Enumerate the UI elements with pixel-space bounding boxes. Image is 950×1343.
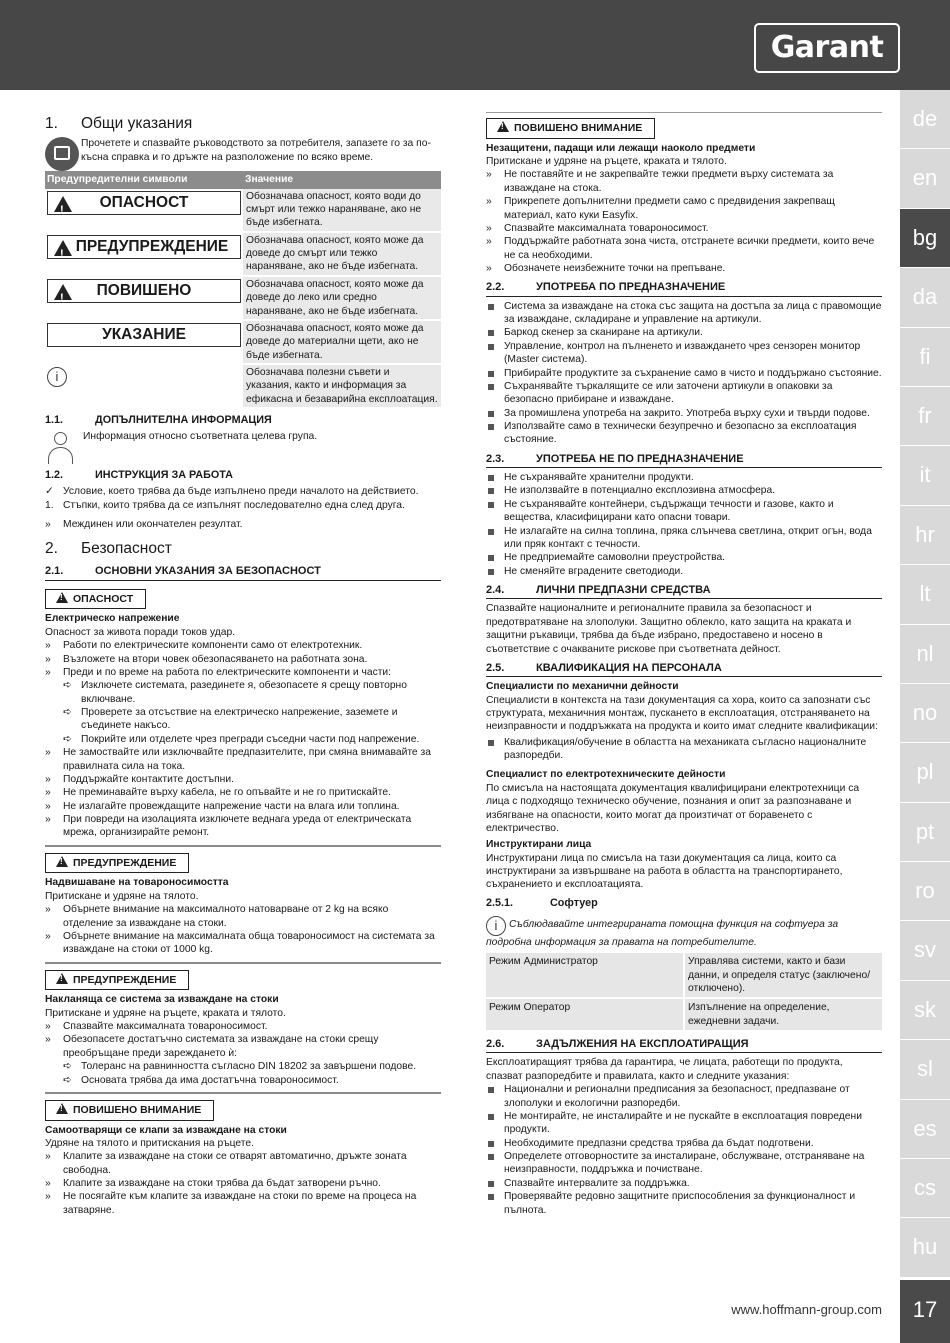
bullet-square-icon xyxy=(488,502,494,508)
bullet-square-icon xyxy=(488,475,494,481)
warning-title: Електрическо напрежение xyxy=(45,613,180,625)
list-item: ➪ Проверете за отсъствие на електрическо напрежение, заземете и съединете накъсо. xyxy=(63,707,398,732)
person-icon xyxy=(45,430,75,466)
list-item: Не предприемайте самоволни преустройства. xyxy=(486,551,882,564)
bullet-square-icon xyxy=(488,1154,494,1160)
list-item: » Спазвайте максималната товароносимост. xyxy=(486,222,709,234)
section-2-5-1-heading: 2.5.1. Софтуер xyxy=(486,896,598,909)
warning-triangle-icon xyxy=(56,973,68,984)
language-tab-sv[interactable]: sv xyxy=(900,921,950,980)
section-2-2-heading: 2.2. УПОТРЕБА ПО ПРЕДНАЗНАЧЕНИЕ xyxy=(486,280,882,296)
list-item: ➪ Изключете системата, разединете я, обезопасете я срещу повторно включване. xyxy=(63,680,407,705)
list-item: ➪ Основата трябва да има достатъчна товароносимост. xyxy=(63,1074,339,1086)
section-2-4-heading: 2.4. ЛИЧНИ ПРЕДПАЗНИ СРЕДСТВА xyxy=(486,583,882,599)
table-row xyxy=(486,998,882,1031)
language-tab-hr[interactable]: hr xyxy=(900,506,950,565)
list-item: Съхранявайте търкалящите се или заточени артикули в опаковки за безопасно прибиране и изваждане. xyxy=(486,380,882,407)
list-item: » Преди и по време на работа по електрическите компоненти и части: xyxy=(45,666,392,678)
list-item: » При повреди на изолацията изключете веднага уреда от електрическата мрежа, организирайте ремонт. xyxy=(45,814,412,839)
bullet-square-icon xyxy=(488,555,494,561)
bullet-square-icon xyxy=(488,1181,494,1187)
list-item: » Работи по електрическите компоненти само от електротехник. xyxy=(45,640,363,652)
bullet-marker-icon: » xyxy=(486,169,492,181)
warning-label: !ПРЕДУПРЕЖДЕНИЕ xyxy=(45,853,189,874)
misuse-list xyxy=(486,471,882,578)
list-item: Управление, контрол на пълненето и изваждането чрез сензорен монитор (Master система). xyxy=(486,340,882,367)
warning-triangle-icon xyxy=(54,240,72,256)
table-cell: Обозначава опасност, която води до смърт или тежко нараняване, ако не бъде избегната. xyxy=(243,189,441,232)
list-item: Не монтирайте, не инсталирайте и не пускайте в експлоатация повредени продукти. xyxy=(486,1110,882,1137)
list-item: Използвайте само в технически безупречно и безопасно за експлоатация състояние. xyxy=(486,420,882,447)
bullet-marker-icon: » xyxy=(486,222,492,234)
warning-subtitle: Притискане и удряне на ръцете, краката и тялото. xyxy=(45,1007,286,1019)
paragraph: Експлоатиращият трябва да гарантира, че лицата, работещи по продукта, спазват разпоредбите и правилата, както и следните указания: xyxy=(486,1057,843,1082)
danger-warning-block xyxy=(45,584,441,840)
table-cell: Обозначава опасност, която може да доведе до материални щети, ако не бъде избегната. xyxy=(243,320,441,364)
table-cell: Обозначава опасност, която може да доведе до смърт или тежко нараняване, ако не бъде избегната. xyxy=(243,232,441,276)
language-tab-en[interactable]: en xyxy=(900,149,950,208)
table-row xyxy=(45,189,441,232)
list-item: Необходимите предпазни средства трябва да бъдат подготвени. xyxy=(486,1137,882,1150)
section-2-6-heading: 2.6. ЗАДЪЛЖЕНИЯ НА ЕКСПЛОАТИРАЩИЯ xyxy=(486,1037,882,1053)
list-item: Спазвайте интервалите за поддръжка. xyxy=(486,1177,882,1190)
table-header: Предупредителни символи xyxy=(45,171,243,188)
bullet-square-icon xyxy=(488,1114,494,1120)
warning-list xyxy=(486,168,882,275)
additional-info-text: Информация относно съответната целева група. xyxy=(83,431,318,443)
table-cell: Обозначава полезни съвети и указания, както и информация за ефикасна и безаварийна експлоатация. xyxy=(243,364,441,408)
read-manual-icon xyxy=(45,137,79,171)
list-item: » Не замоствайте или изключвайте предпазителите, при смяна внимавайте за правилната сила на тока. xyxy=(45,747,431,772)
list-item: » Клапите за изваждане на стоки трябва да бъдат затворени ръчно. xyxy=(45,1178,381,1190)
list-item: » Обърнете внимание на максималната обща товароносимост на системата за изваждане на стоки от 1000 kg. xyxy=(45,930,435,956)
bullet-marker-icon: » xyxy=(486,263,492,275)
warning-block xyxy=(45,962,441,1087)
list-item: ✓ Условие, което трябва да бъде изпълнено преди началото на действието. xyxy=(45,486,419,498)
warning-list xyxy=(45,1020,441,1087)
list-item: За промишлена употреба на закрито. Употреба върху сухи и твърди подове. xyxy=(486,407,882,420)
list-item: » Възложете на втори човек обезопасяването на работната зона. xyxy=(45,653,368,665)
paragraph: Специалисти в контекста на тази документация са хора, които са запознати със структурата, механичния монтаж, пускането в експлоатация, отстраняването на неизправности и поддръжката на продукта и които имат следните квалификации: xyxy=(486,694,878,733)
language-tab-es[interactable]: es xyxy=(900,1100,950,1159)
table-cell: Управлява системи, както и бази данни, и определя статус (заключено/отключено). xyxy=(684,953,882,998)
language-tab-de[interactable]: de xyxy=(900,90,950,149)
operator-duties-list xyxy=(486,1083,882,1217)
info-icon: i xyxy=(486,916,506,936)
list-item: » Не излагайте провеждащите напрежение части на влага или топлина. xyxy=(45,800,400,812)
bullet-square-icon xyxy=(488,371,494,377)
list-item: » Поддържайте работната зона чиста, отстранете всички предмети, които вече не са необходими. xyxy=(486,236,875,261)
bullet-square-icon xyxy=(488,330,494,336)
language-tab-sk[interactable]: sk xyxy=(900,981,950,1040)
bullet-square-icon xyxy=(488,1087,494,1093)
bullet-square-icon xyxy=(488,424,494,430)
bullet-square-icon xyxy=(488,569,494,575)
list-item: » Клапите за изваждане на стоки се отварят автоматично, дръжте зоната свободна. xyxy=(45,1151,407,1176)
intro-block xyxy=(45,137,441,167)
warning-subtitle: Удряне на тялото и притискания на ръцете. xyxy=(45,1137,254,1149)
language-tab-it[interactable]: it xyxy=(900,446,950,505)
intended-use-list xyxy=(486,300,882,447)
table-row xyxy=(486,953,882,998)
list-item: Не излагайте на силна топлина, пряка слънчева светлина, открит огън, вода или пряк контакт с течности. xyxy=(486,525,882,552)
section-1-heading: 1. Общи указания xyxy=(45,115,193,132)
section-2-5-heading: 2.5. КВАЛИФИКАЦИЯ НА ПЕРСОНАЛА xyxy=(486,661,882,677)
language-tab-fi[interactable]: fi xyxy=(900,328,950,387)
list-item: » Спазвайте максималната товароносимост. xyxy=(45,1021,268,1033)
list-item: » Обърнете внимание на максималното натоварване от 2 kg на всяко отделение за изваждане на стоки. xyxy=(45,904,389,929)
subsection-title: Специалисти по механични дейности xyxy=(486,681,679,693)
bullet-marker-icon: » xyxy=(486,236,492,248)
page-header xyxy=(0,0,950,90)
list-item: ➪ Покрийте или отделете чрез прегради съседни части под напрежение. xyxy=(63,733,420,745)
warning-title: Надвишаване на товароносимостта xyxy=(45,877,229,889)
language-tab-ro[interactable]: ro xyxy=(900,862,950,921)
warning-title: Самоотварящи се клапи за изваждане на стоки xyxy=(45,1124,287,1136)
info-icon: i xyxy=(47,367,67,387)
list-item: » Не преминавайте върху кабела, не го опъвайте и не го притискайте. xyxy=(45,787,391,799)
table-header: Значение xyxy=(243,171,441,188)
bullet-square-icon xyxy=(488,529,494,535)
list-item: Определете отговорностите за инсталиране, обслужване, отстраняване на неизправности, поддръжка и почистване. xyxy=(486,1150,882,1177)
language-tab-bg[interactable]: bg xyxy=(900,209,950,268)
caution-label: !ПОВИШЕНО ВНИМАНИЕ xyxy=(486,118,655,139)
warning-list xyxy=(45,1150,441,1217)
list-item: ➪ Толеранс на равнинността съгласно DIN 18202 за завършени подове. xyxy=(63,1061,417,1073)
section-1-1-heading: 1.1. ДОПЪЛНИТЕЛНА ИНФОРМАЦИЯ xyxy=(45,414,272,427)
list-item: Не сменяйте вградените светодиоди. xyxy=(486,565,882,578)
bullet-square-icon xyxy=(488,344,494,350)
list-item: Система за изваждане на стока със защита на достъпа за лица с правомощие за изваждане, складиране и управление на артикули. xyxy=(486,300,882,327)
warning-triangle-icon xyxy=(54,196,72,212)
table-cell: Обозначава опасност, която може да доведе до леко или средно нараняване, ако не бъде избегната. xyxy=(243,276,441,320)
subsection-title: Специалист по електротехническите дейности xyxy=(486,769,726,781)
bullet-square-icon xyxy=(488,1141,494,1147)
list-item: » Обозначете неизбежните точки на препъване. xyxy=(486,263,726,275)
caution-label: !ПОВИШЕНО ВНИМАНИЕ xyxy=(45,1100,214,1121)
table-row xyxy=(45,364,441,408)
warning-triangle-icon xyxy=(497,121,509,132)
table-row xyxy=(45,276,441,320)
language-tab-hu[interactable]: hu xyxy=(900,1218,950,1277)
list-item: » Не посягайте към клапите за изваждане на стоки по време на процеса на затваряне. xyxy=(45,1191,417,1216)
language-tab-pt[interactable]: pt xyxy=(900,803,950,862)
language-tab-fr[interactable]: fr xyxy=(900,387,950,446)
list-item: Баркод скенер за сканиране на артикули. xyxy=(486,326,882,339)
list-item: Национални и регионални предписания за безопасност, предпазване от злополуки и екологични разпоредби. xyxy=(486,1083,882,1110)
warning-list xyxy=(45,639,441,840)
table-cell: Режим Оператор xyxy=(486,998,684,1031)
list-item: Квалификация/обучение в областта на механиката съгласно националните разпоредби. xyxy=(486,736,882,763)
warning-symbols-table xyxy=(45,171,441,409)
list-item: 1. Стъпки, които трябва да се изпълнят последователно една след друга. xyxy=(45,499,405,511)
section-2-1-heading: 2.1. ОСНОВНИ УКАЗАНИЯ ЗА БЕЗОПАСНОСТ xyxy=(45,564,441,580)
website-url[interactable]: www.hoffmann-group.com xyxy=(731,1302,882,1317)
list-item: » Обезопасете достатъчно системата за изваждане на стоки срещу преобръщане преди зареждането ѝ: xyxy=(45,1034,379,1059)
list-item: » Не поставяйте и не закрепвайте тежки предмети върху системата за изваждане на стока. xyxy=(486,169,834,194)
bullet-square-icon xyxy=(488,1194,494,1200)
section-2-heading: 2. Безопасност xyxy=(45,540,172,558)
table-row xyxy=(45,320,441,364)
warning-triangle-icon xyxy=(54,284,72,300)
caution-block xyxy=(45,1092,441,1217)
notice-signal-word: УКАЗАНИЕ xyxy=(47,323,241,347)
ppe-text: Спазвайте националните и регионалните правила за безопасност и предотвратяване на злополуки. Защитно облекло, като защита на краката и защитни ръкавици, трябва да бъде избрано, предоставено и носено в съответствие с очакваните рискове при съответната дейност. xyxy=(486,603,852,655)
bullet-square-icon xyxy=(488,384,494,390)
language-tab-no[interactable]: no xyxy=(900,684,950,743)
bullet-marker-icon: » xyxy=(486,196,492,208)
language-tab-pl[interactable]: pl xyxy=(900,743,950,802)
warning-subtitle: Притискане и удряне на ръцете, краката и тялото. xyxy=(486,156,727,168)
warning-triangle-icon xyxy=(56,856,68,867)
warning-triangle-icon xyxy=(56,1103,68,1114)
bullet-square-icon xyxy=(488,304,494,310)
language-tab-nl[interactable]: nl xyxy=(900,625,950,684)
bullet-square-icon xyxy=(488,411,494,417)
language-tab-sl[interactable]: sl xyxy=(900,1040,950,1099)
list-item: Не съхранявайте хранителни продукти. xyxy=(486,471,882,484)
bullet-square-icon xyxy=(488,488,494,494)
warning-triangle-icon xyxy=(56,592,68,603)
page-number: 17 xyxy=(900,1280,950,1343)
paragraph: По смисъла на настоящата документация квалифицирани електротехници са лица с подходящо техническо обучение, познания и опит за разпознаване и избягване на опасности, които могат да произтичат от боравенето с електричество. xyxy=(486,782,860,834)
list-item: Не използвайте в потенциално експлозивна атмосфера. xyxy=(486,484,882,497)
paragraph: Инструктирани лица по смисъла на тази документация са лица, които са инструктирани за извършване на работа в областта на транспортирането, съхранението и експлоатацията. xyxy=(486,852,843,891)
software-note: i Съблюдавайте интегрираната помощна функция на софтуера за подробна информация за правата на потребителите. xyxy=(486,917,839,948)
user-roles-table xyxy=(486,953,882,1032)
language-tab-da[interactable]: da xyxy=(900,268,950,327)
table-cell: Режим Администратор xyxy=(486,953,684,998)
list-item: Проверявайте редовно защитните приспособления за функционалност и пълнота. xyxy=(486,1190,882,1217)
language-tab-lt[interactable]: lt xyxy=(900,565,950,624)
list-item: Не съхранявайте контейнери, съдържащи течности и газове, както и вещества, класифицирани като опасни товари. xyxy=(486,498,882,525)
danger-label: !ОПАСНОСТ xyxy=(45,589,146,610)
garant-logo: Garant xyxy=(754,23,900,73)
left-column xyxy=(45,112,441,1217)
warning-label: !ПРЕДУПРЕЖДЕНИЕ xyxy=(45,970,189,991)
warning-subtitle: Притискане и удряне на тялото. xyxy=(45,890,199,902)
warning-title: Накланяща се система за изваждане на стоки xyxy=(45,994,279,1006)
warning-title: Незащитени, падащи или лежащи наоколо предмети xyxy=(486,142,756,154)
section-1-2-heading: 1.2. ИНСТРУКЦИЯ ЗА РАБОТА xyxy=(45,469,233,482)
list-item: » Поддържайте контактите достъпни. xyxy=(45,773,234,785)
warning-block xyxy=(45,845,441,957)
list-item: » Междинен или окончателен резултат. xyxy=(45,518,243,530)
list-item: Прибирайте продуктите за съхранение само в чисто и поддържано състояние. xyxy=(486,367,882,380)
section-2-3-heading: 2.3. УПОТРЕБА НЕ ПО ПРЕДНАЗНАЧЕНИЕ xyxy=(486,452,882,468)
warning-list xyxy=(45,903,441,957)
right-column xyxy=(486,112,882,1217)
language-tab-cs[interactable]: cs xyxy=(900,1159,950,1218)
warning-signal-word: ! ПРЕДУПРЕЖДЕНИЕ xyxy=(47,235,241,259)
language-tabs xyxy=(900,90,950,1278)
table-row xyxy=(45,232,441,276)
intro-text: Прочетете и спазвайте ръководството за потребителя, запазете го за по-късна справка и го дръжте на разположение по всяко време. xyxy=(81,138,431,163)
caution-signal-word: ! ПОВИШЕНО xyxy=(47,279,241,303)
additional-info-block xyxy=(45,430,441,466)
danger-signal-word: ! ОПАСНОСТ xyxy=(47,191,241,215)
caution-block xyxy=(486,113,882,275)
list-item: » Прикрепете допълнителни предмети само с предвидения закрепващ материал, като куки Easyfix. xyxy=(486,196,835,221)
table-cell: Изпълнение на определение, ежедневни задачи. xyxy=(684,998,882,1031)
subsection-title: Инструктирани лица xyxy=(486,839,592,851)
warning-subtitle: Опасност за живота поради токов удар. xyxy=(45,626,236,638)
